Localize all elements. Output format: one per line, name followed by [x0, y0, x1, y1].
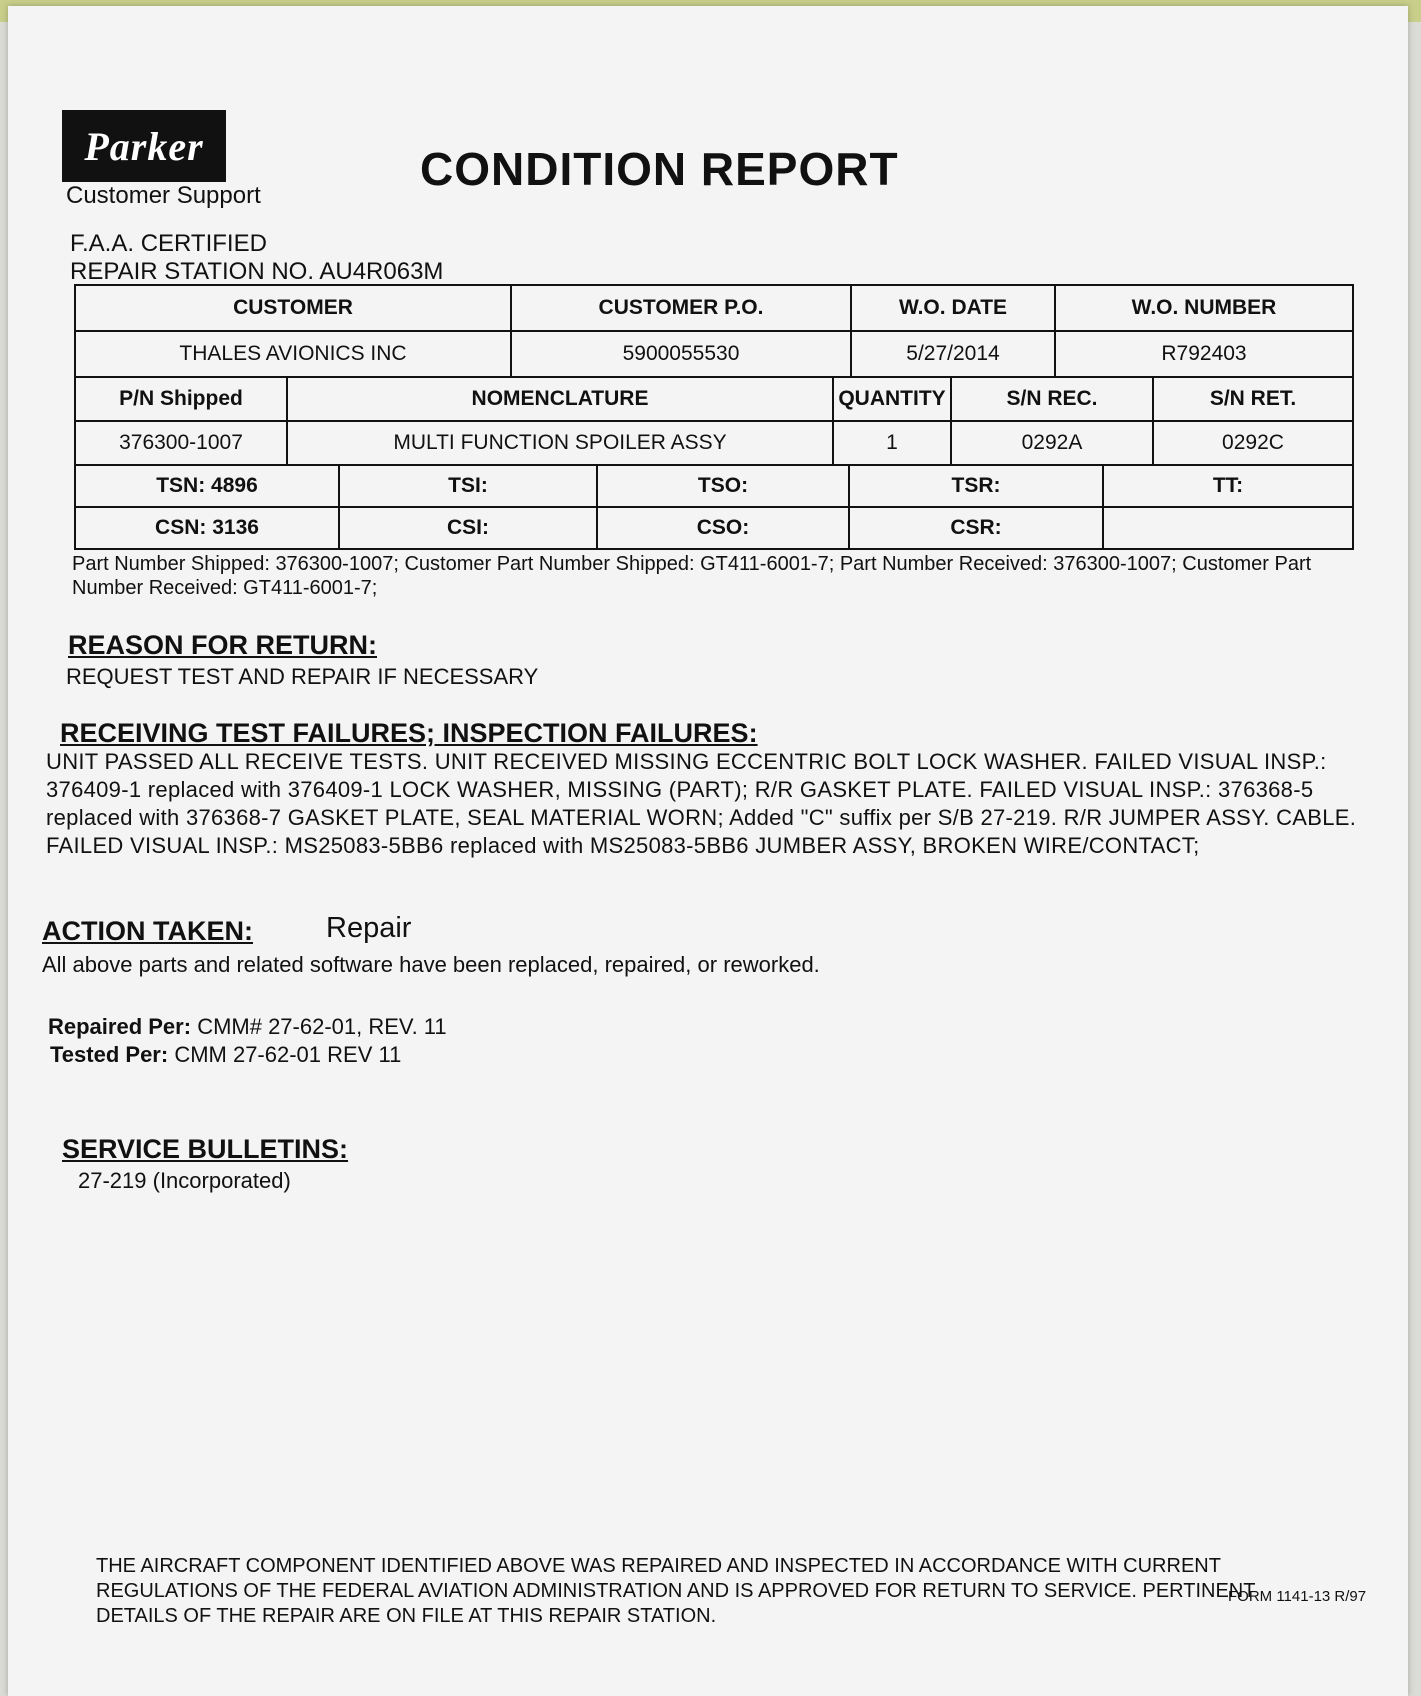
tsi-cell: TSI:	[339, 465, 597, 507]
condition-report-page	[8, 6, 1408, 1696]
repaired-per-label: Repaired Per:	[48, 1014, 192, 1039]
failures-heading: RECEIVING TEST FAILURES; INSPECTION FAILURES:	[60, 718, 758, 748]
repair-station-number: REPAIR STATION NO. AU4R063M	[70, 258, 444, 285]
part-table	[74, 376, 1354, 466]
table-row	[75, 507, 1353, 549]
reason-text: REQUEST TEST AND REPAIR IF NECESSARY	[66, 664, 539, 689]
table-row	[75, 285, 1353, 331]
bulletins-heading: SERVICE BULLETINS:	[62, 1134, 349, 1164]
reason-heading: REASON FOR RETURN:	[68, 630, 377, 660]
action-heading: ACTION TAKEN:	[42, 916, 253, 946]
failures-text: UNIT PASSED ALL RECEIVE TESTS. UNIT RECEIVED MISSING ECCENTRIC BOLT LOCK WASHER. FAILED VISUAL INSP.: 376409-1 replaced with 376409-1 LOCK WASHER, MISSING (PART); R/R GASKET PLATE. FAILED VISUAL INSP.: 376368-5 replaced with 376368-7 GASKET PLATE, SEAL MATERIAL WORN; Added "C" suffix per S/B 27-219. R/R JUMPER ASSY. CABLE. FAILED VISUAL INSP.: MS25083-5BB6 replaced with MS25083-5BB6 JUMBER ASSY, BROKEN WIRE/CONTACT;	[46, 749, 1357, 858]
header-sn-rec: S/N REC.	[951, 377, 1153, 421]
page-title: CONDITION REPORT	[420, 143, 899, 195]
action-text: All above parts and related software have been replaced, repaired, or reworked.	[42, 952, 820, 977]
order-table	[74, 284, 1354, 378]
wo-date-value: 5/27/2014	[851, 331, 1055, 377]
tested-per-value: CMM 27-62-01 REV 11	[174, 1042, 402, 1067]
header-pn-shipped: P/N Shipped	[75, 377, 287, 421]
customer-po-value: 5900055530	[511, 331, 851, 377]
csr-cell: CSR:	[849, 507, 1103, 549]
table-row	[75, 421, 1353, 465]
header-customer: CUSTOMER	[75, 285, 511, 331]
table-row	[75, 331, 1353, 377]
nomenclature-value: MULTI FUNCTION SPOILER ASSY	[287, 421, 833, 465]
part-numbers-note: Part Number Shipped: 376300-1007; Customer Part Number Shipped: GT411-6001-7; Part Number Received: 376300-1007; Customer Part Number Received: GT411-6001-7;	[72, 553, 1312, 599]
parker-logo	[62, 110, 226, 182]
repaired-per	[48, 1014, 447, 1040]
faa-line-1: F.A.A. CERTIFIED	[70, 230, 267, 257]
header-wo-number: W.O. NUMBER	[1055, 285, 1353, 331]
action-value: Repair	[326, 912, 412, 944]
tested-per-label: Tested Per:	[50, 1042, 169, 1067]
tested-per	[50, 1042, 401, 1068]
header-customer-po: CUSTOMER P.O.	[511, 285, 851, 331]
tsr-cell: TSR:	[849, 465, 1103, 507]
certification-statement: THE AIRCRAFT COMPONENT IDENTIFIED ABOVE WAS REPAIRED AND INSPECTED IN ACCORDANCE WITH CURRENT REGULATIONS OF THE FEDERAL AVIATION ADMINISTRATION AND IS APPROVED FOR RETURN TO SERVICE. PERTINENT DETAILS OF THE REPAIR ARE ON FILE AT THIS REPAIR STATION.	[96, 1555, 1256, 1627]
wo-number-value: R792403	[1055, 331, 1353, 377]
empty-cell	[1103, 507, 1353, 549]
customer-value: THALES AVIONICS INC	[75, 331, 511, 377]
customer-support-label: Customer Support	[66, 182, 261, 209]
table-row	[75, 465, 1353, 507]
quantity-value: 1	[833, 421, 951, 465]
header-quantity: QUANTITY	[833, 377, 951, 421]
tso-cell: TSO:	[597, 465, 849, 507]
csn-cell: CSN: 3136	[75, 507, 339, 549]
time-cycles-table	[74, 464, 1354, 550]
faa-certification	[70, 230, 443, 286]
tt-cell: TT:	[1103, 465, 1353, 507]
cso-cell: CSO:	[597, 507, 849, 549]
pn-shipped-value: 376300-1007	[75, 421, 287, 465]
bulletins-text: 27-219 (Incorporated)	[78, 1168, 291, 1193]
header-sn-ret: S/N RET.	[1153, 377, 1353, 421]
logo-text: Parker	[84, 123, 204, 169]
header-wo-date: W.O. DATE	[851, 285, 1055, 331]
repaired-per-value: CMM# 27-62-01, REV. 11	[197, 1014, 447, 1039]
header-nomenclature: NOMENCLATURE	[287, 377, 833, 421]
form-number: FORM 1141-13 R/97	[1228, 1588, 1367, 1605]
table-row	[75, 377, 1353, 421]
csi-cell: CSI:	[339, 507, 597, 549]
tsn-cell: TSN: 4896	[75, 465, 339, 507]
sn-ret-value: 0292C	[1153, 421, 1353, 465]
sn-rec-value: 0292A	[951, 421, 1153, 465]
